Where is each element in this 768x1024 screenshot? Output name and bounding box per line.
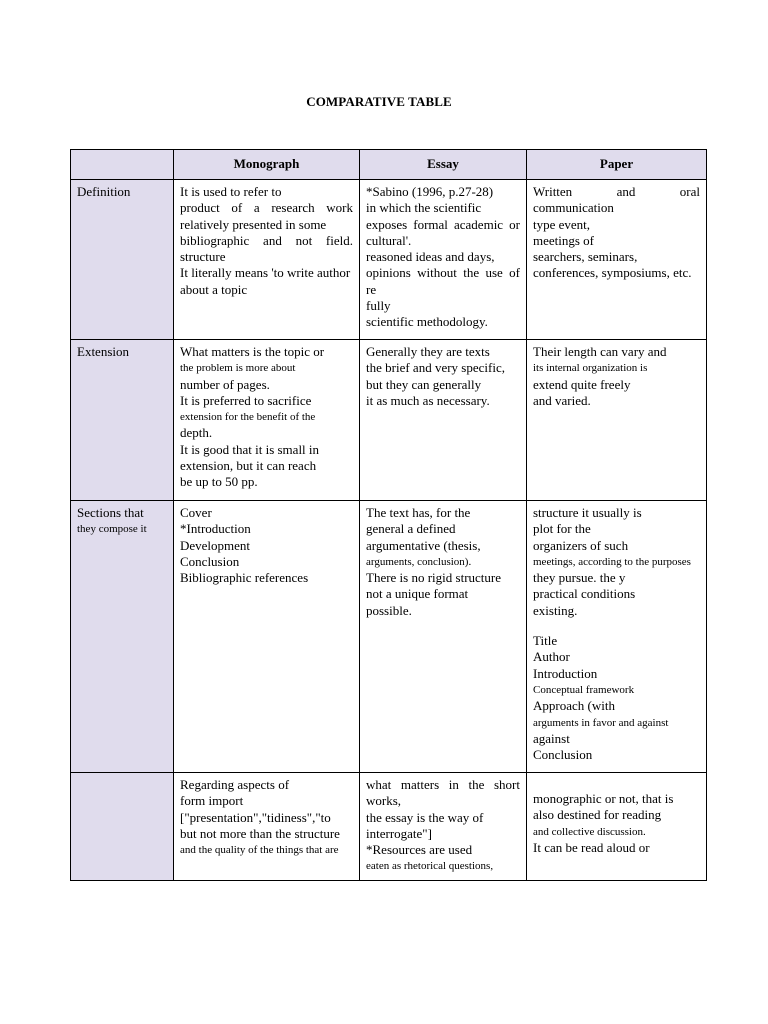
row-label-definition: Definition xyxy=(71,180,174,340)
page-title: COMPARATIVE TABLE xyxy=(306,94,452,109)
header-corner-cell xyxy=(71,150,174,180)
cell-extension-paper: Their length can vary and its internal organization is extend quite freely and varied. xyxy=(527,340,707,501)
header-essay: Essay xyxy=(360,150,527,180)
table-row-definition xyxy=(71,180,707,340)
header-monograph: Monograph xyxy=(174,150,360,180)
cell-form-monograph: Regarding aspects of form import ["presentation","tidiness","to but not more than the structure and the quality of the things that are xyxy=(174,773,360,881)
row-label-form xyxy=(71,773,174,881)
cell-form-essay: what matters in the short works, the essay is the way of interrogate"] *Resources are used eaten as rhetorical questions, xyxy=(360,773,527,881)
table-row-sections xyxy=(71,501,707,773)
cell-extension-essay: Generally they are texts the brief and very specific, but they can generally it as much as necessary. xyxy=(360,340,527,501)
cell-definition-monograph: It is used to refer to product of a research work relatively presented in some bibliographic and not field. structure It literally means 'to write author about a topic xyxy=(174,180,360,340)
table-header-row xyxy=(71,150,707,180)
cell-form-paper: monographic or not, that is also destined for reading and collective discussion. It can be read aloud or xyxy=(527,773,707,881)
cell-sections-monograph: Cover *Introduction Development Conclusion Bibliographic references xyxy=(174,501,360,773)
cell-extension-monograph: What matters is the topic or the problem is more about number of pages. It is preferred to sacrifice extension for the benefit of the depth. It is good that it is small in extension, but it can reach be up to 50 pp. xyxy=(174,340,360,501)
header-paper: Paper xyxy=(527,150,707,180)
cell-sections-paper: structure it usually is plot for the organizers of such meetings, according to the purposes they pursue. the y practical conditions existing. Title Author Introduction Conceptual framework Approach (with arguments in favor and against against Conclusion xyxy=(527,501,707,773)
table-row-extension xyxy=(71,340,707,501)
table-row-form xyxy=(71,773,707,881)
row-label-extension: Extension xyxy=(71,340,174,501)
row-label-sections: Sections that they compose it xyxy=(71,501,174,773)
cell-sections-essay: The text has, for the general a defined argumentative (thesis, arguments, conclusion). There is no rigid structure not a unique format possible. xyxy=(360,501,527,773)
cell-definition-paper: Written and oral communication type event, meetings of searchers, seminars, conferences, symposiums, etc. xyxy=(527,180,707,340)
cell-definition-essay: *Sabino (1996, p.27-28) in which the scientific exposes formal academic or cultural'. reasoned ideas and days, opinions without the use of re fully scientific methodology. xyxy=(360,180,527,340)
comparative-table xyxy=(70,149,707,881)
